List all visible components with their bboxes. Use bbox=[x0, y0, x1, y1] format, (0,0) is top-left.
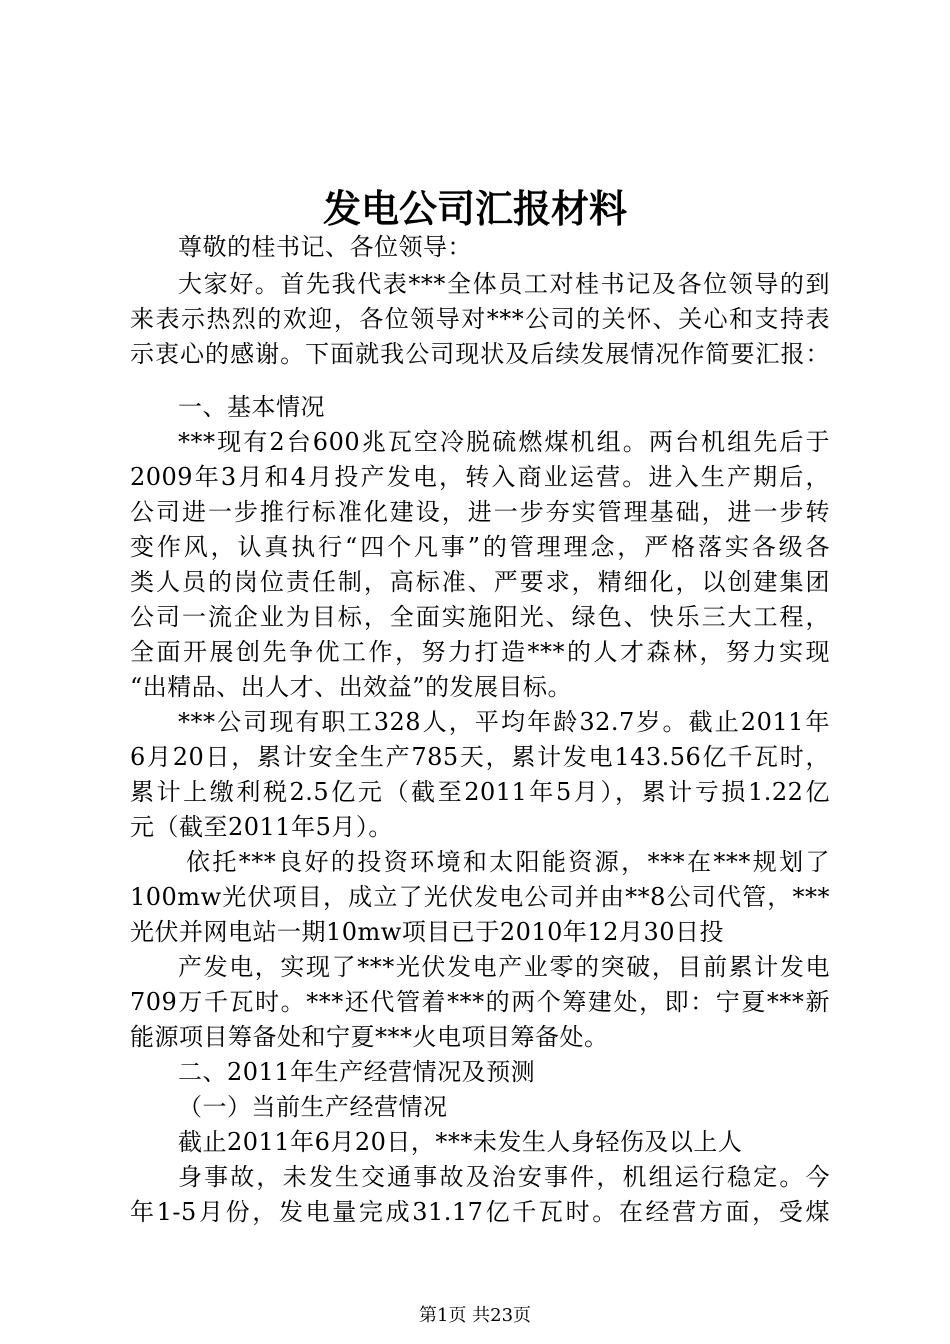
salutation: 尊敬的桂书记、各位领导： bbox=[178, 233, 472, 261]
paragraph-line: 全面开展创先争优工作，努力打造***的人才森林，努力实现 bbox=[130, 638, 830, 666]
paragraph-line: 类人员的岗位责任制，高标准、严要求，精细化，以创建集团 bbox=[130, 568, 830, 596]
paragraph-line: 截止2011年6月20日，***未发生人身轻伤及以上人 bbox=[178, 1128, 743, 1156]
paragraph-line: 来表示热烈的欢迎，各位领导对***公司的关怀、关心和支持表 bbox=[130, 305, 830, 333]
paragraph-line: “出精品、出人才、出效益”的发展目标。 bbox=[130, 673, 573, 701]
paragraph-line: 709万千瓦时。***还代管着***的两个筹建处，即：宁夏***新 bbox=[130, 988, 830, 1016]
paragraph-line: 公司进一步推行标准化建设，进一步夯实管理基础，进一步转 bbox=[130, 498, 830, 526]
paragraph-line: 大家好。首先我代表***全体员工对桂书记及各位领导的到 bbox=[178, 270, 830, 298]
paragraph-line: 公司一流企业为目标，全面实施阳光、绿色、快乐三大工程， bbox=[130, 603, 830, 631]
paragraph-line: 产发电，实现了***光伏发电产业零的突破，目前累计发电 bbox=[178, 953, 830, 981]
paragraph-line: ***公司现有职工328人，平均年龄32.7岁。截止2011年 bbox=[178, 708, 830, 736]
paragraph-line: 年1-5月份，发电量完成31.17亿千瓦时。在经营方面，受煤 bbox=[130, 1198, 830, 1226]
paragraph-line: ***现有2台600兆瓦空冷脱硫燃煤机组。两台机组先后于 bbox=[178, 428, 830, 456]
paragraph-line: 依托***良好的投资环境和太阳能资源，***在***规划了 bbox=[186, 848, 830, 876]
section-heading: 一、基本情况 bbox=[178, 393, 325, 421]
paragraph-line: 累计上缴利税2.5亿元（截至2011年5月），累计亏损1.22亿 bbox=[130, 778, 830, 806]
paragraph-line: 6月20日，累计安全生产785天，累计发电143.56亿千瓦时， bbox=[130, 743, 830, 771]
paragraph-line: 身事故，未发生交通事故及治安事件，机组运行稳定。今 bbox=[178, 1163, 830, 1191]
paragraph-line: 能源项目筹备处和宁夏***火电项目筹备处。 bbox=[130, 1023, 609, 1051]
subsection-heading: （一）当前生产经营情况 bbox=[178, 1093, 448, 1121]
page-footer: 第1页 共23页 bbox=[418, 1305, 532, 1326]
section-heading: 二、2011年生产经营情况及预测 bbox=[178, 1058, 536, 1086]
paragraph-line: 示衷心的感谢。下面就我公司现状及后续发展情况作简要汇报： bbox=[130, 340, 830, 368]
paragraph-line: 100mw光伏项目，成立了光伏发电公司并由**8公司代管，*** bbox=[130, 883, 830, 911]
paragraph-line: 变作风，认真执行“四个凡事”的管理理念，严格落实各级各 bbox=[130, 533, 830, 561]
paragraph-line: 元（截至2011年5月）。 bbox=[130, 813, 393, 841]
paragraph-line: 光伏并网电站一期10mw项目已于2010年12月30日投 bbox=[130, 918, 724, 946]
paragraph-line: 2009年3月和4月投产发电，转入商业运营。进入生产期后， bbox=[130, 463, 830, 491]
document-title: 发电公司汇报材料 bbox=[322, 186, 627, 231]
